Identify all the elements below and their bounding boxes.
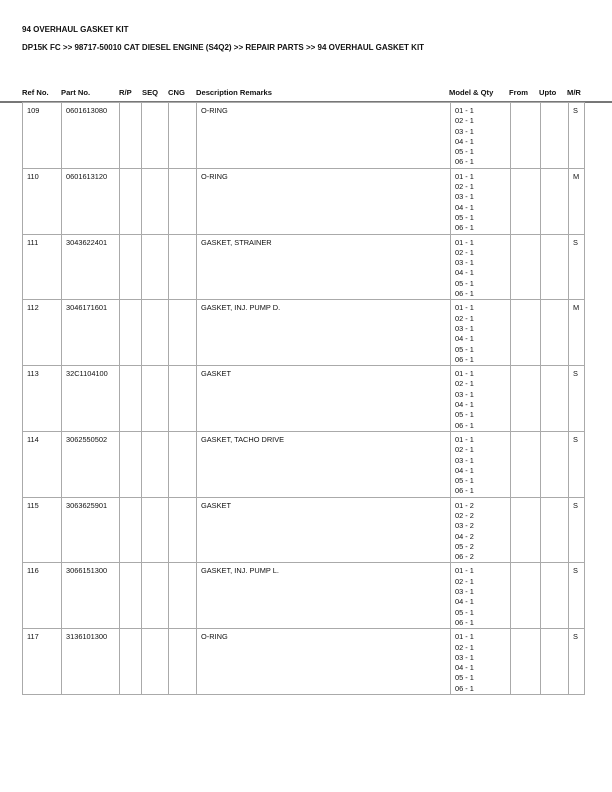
model-qty-line: 02 - 1: [455, 445, 474, 455]
from-cell: [511, 103, 541, 169]
model-qty-line: 01 - 1: [455, 434, 474, 444]
model-qty-line: 02 - 1: [455, 182, 474, 192]
model-qty-line: 04 - 1: [455, 268, 474, 278]
ref-no: 113: [23, 366, 62, 432]
col-header-seq: SEQ: [142, 88, 159, 97]
mr-cell: S: [569, 234, 585, 300]
cng-cell: [169, 431, 197, 497]
description: O-RING: [197, 629, 451, 695]
model-qty-line: 03 - 1: [455, 652, 474, 662]
model-qty-line: 05 - 1: [455, 476, 474, 486]
from-cell: [511, 234, 541, 300]
description: GASKET: [197, 497, 451, 563]
from-cell: [511, 300, 541, 366]
table-row: [23, 497, 585, 563]
model-qty-line: 06 - 1: [455, 289, 474, 299]
seq-cell: [142, 629, 169, 695]
model-qty-line: 02 - 1: [455, 116, 474, 126]
col-header-mr: M/R: [567, 88, 581, 97]
model-qty-line: 05 - 1: [455, 410, 474, 420]
model-qty: [451, 431, 511, 497]
model-qty-line: 06 - 1: [455, 420, 474, 430]
from-cell: [511, 629, 541, 695]
model-qty-line: 06 - 1: [455, 683, 474, 693]
model-qty-line: 06 - 1: [455, 617, 474, 627]
description: O-RING: [197, 168, 451, 234]
rp-cell: [120, 629, 142, 695]
model-qty: [451, 168, 511, 234]
model-qty: [451, 234, 511, 300]
ref-no: 111: [23, 234, 62, 300]
mr-cell: S: [569, 497, 585, 563]
seq-cell: [142, 234, 169, 300]
model-qty-line: 03 - 1: [455, 126, 474, 136]
seq-cell: [142, 103, 169, 169]
from-cell: [511, 431, 541, 497]
model-qty: [451, 366, 511, 432]
model-qty-line: 04 - 2: [455, 531, 474, 541]
model-qty: [451, 497, 511, 563]
table-row: [23, 629, 585, 695]
model-qty-line: 03 - 1: [455, 455, 474, 465]
model-qty-line: 05 - 1: [455, 673, 474, 683]
model-qty-line: 05 - 1: [455, 607, 474, 617]
upto-cell: [541, 629, 569, 695]
description: GASKET: [197, 366, 451, 432]
rp-cell: [120, 366, 142, 432]
model-qty: [451, 563, 511, 629]
model-qty-line: 01 - 1: [455, 566, 474, 576]
upto-cell: [541, 168, 569, 234]
rp-cell: [120, 497, 142, 563]
seq-cell: [142, 563, 169, 629]
page-title: 94 OVERHAUL GASKET KIT: [22, 25, 129, 34]
upto-cell: [541, 103, 569, 169]
col-header-desc: Description Remarks: [196, 88, 272, 97]
part-no: 3066151300: [62, 563, 120, 629]
upto-cell: [541, 497, 569, 563]
ref-no: 112: [23, 300, 62, 366]
model-qty-line: 01 - 1: [455, 632, 474, 642]
ref-no: 115: [23, 497, 62, 563]
model-qty-line: 03 - 1: [455, 587, 474, 597]
rp-cell: [120, 431, 142, 497]
part-no: 3046171601: [62, 300, 120, 366]
col-header-model-qty: Model & Qty: [449, 88, 494, 97]
model-qty-line: 04 - 1: [455, 465, 474, 475]
model-qty-line: 01 - 1: [455, 303, 474, 313]
col-header-ref: Ref No.: [22, 88, 49, 97]
ref-no: 117: [23, 629, 62, 695]
mr-cell: M: [569, 300, 585, 366]
table-row: [23, 103, 585, 169]
model-qty-line: 06 - 2: [455, 552, 474, 562]
model-qty-line: 03 - 1: [455, 258, 474, 268]
col-header-part: Part No.: [61, 88, 91, 97]
cng-cell: [169, 103, 197, 169]
from-cell: [511, 497, 541, 563]
model-qty-line: 02 - 2: [455, 510, 474, 520]
seq-cell: [142, 366, 169, 432]
upto-cell: [541, 563, 569, 629]
model-qty-line: 02 - 1: [455, 379, 474, 389]
rp-cell: [120, 168, 142, 234]
breadcrumb: DP15K FC >> 98717-50010 CAT DIESEL ENGINE (S4Q2) >> REPAIR PARTS >> 94 OVERHAUL GASKET KIT: [22, 43, 425, 52]
model-qty-line: 04 - 1: [455, 597, 474, 607]
upto-cell: [541, 300, 569, 366]
model-qty-line: 05 - 2: [455, 541, 474, 551]
table-row: [23, 234, 585, 300]
seq-cell: [142, 300, 169, 366]
table-row: [23, 366, 585, 432]
part-no: 3063625901: [62, 497, 120, 563]
model-qty-line: 04 - 1: [455, 202, 474, 212]
part-no: 0601613120: [62, 168, 120, 234]
model-qty-line: 06 - 1: [455, 157, 474, 167]
part-no: 0601613080: [62, 103, 120, 169]
rp-cell: [120, 563, 142, 629]
description: GASKET, TACHO DRIVE: [197, 431, 451, 497]
mr-cell: S: [569, 563, 585, 629]
col-header-upto: Upto: [539, 88, 557, 97]
model-qty-line: 02 - 1: [455, 642, 474, 652]
cng-cell: [169, 234, 197, 300]
part-no: 3062550502: [62, 431, 120, 497]
model-qty-line: 03 - 1: [455, 192, 474, 202]
table-row: [23, 300, 585, 366]
model-qty-line: 04 - 1: [455, 663, 474, 673]
part-no: 3136101300: [62, 629, 120, 695]
table-row: [23, 168, 585, 234]
model-qty: [451, 629, 511, 695]
table-row: [23, 431, 585, 497]
model-qty-line: 02 - 1: [455, 247, 474, 257]
mr-cell: S: [569, 366, 585, 432]
parts-table: [22, 102, 585, 695]
model-qty-line: 03 - 1: [455, 389, 474, 399]
upto-cell: [541, 366, 569, 432]
model-qty-line: 03 - 1: [455, 323, 474, 333]
cng-cell: [169, 563, 197, 629]
upto-cell: [541, 234, 569, 300]
model-qty-line: 05 - 1: [455, 344, 474, 354]
model-qty-line: 03 - 2: [455, 521, 474, 531]
model-qty-line: 04 - 1: [455, 136, 474, 146]
table-row: [23, 563, 585, 629]
model-qty-line: 01 - 1: [455, 106, 474, 115]
col-header-cng: CNG: [168, 88, 185, 97]
ref-no: 114: [23, 431, 62, 497]
from-cell: [511, 168, 541, 234]
model-qty-line: 01 - 1: [455, 171, 474, 181]
model-qty-line: 01 - 1: [455, 369, 474, 379]
seq-cell: [142, 497, 169, 563]
model-qty-line: 06 - 1: [455, 223, 474, 233]
model-qty-line: 01 - 2: [455, 500, 474, 510]
part-no: 3043622401: [62, 234, 120, 300]
rp-cell: [120, 234, 142, 300]
part-no: 32C1104100: [62, 366, 120, 432]
model-qty-line: 05 - 1: [455, 147, 474, 157]
seq-cell: [142, 431, 169, 497]
model-qty-line: 04 - 1: [455, 400, 474, 410]
cng-cell: [169, 168, 197, 234]
cng-cell: [169, 497, 197, 563]
model-qty-line: 05 - 1: [455, 278, 474, 288]
col-header-from: From: [509, 88, 528, 97]
model-qty: [451, 103, 511, 169]
col-header-rp: R/P: [119, 88, 132, 97]
description: GASKET, INJ. PUMP L.: [197, 563, 451, 629]
upto-cell: [541, 431, 569, 497]
ref-no: 110: [23, 168, 62, 234]
model-qty-line: 02 - 1: [455, 576, 474, 586]
rp-cell: [120, 103, 142, 169]
model-qty-line: 06 - 1: [455, 354, 474, 364]
mr-cell: S: [569, 629, 585, 695]
description: GASKET, INJ. PUMP D.: [197, 300, 451, 366]
ref-no: 116: [23, 563, 62, 629]
cng-cell: [169, 629, 197, 695]
model-qty: [451, 300, 511, 366]
seq-cell: [142, 168, 169, 234]
description: GASKET, STRAINER: [197, 234, 451, 300]
model-qty-line: 02 - 1: [455, 313, 474, 323]
cng-cell: [169, 366, 197, 432]
mr-cell: S: [569, 431, 585, 497]
model-qty-line: 04 - 1: [455, 334, 474, 344]
model-qty-line: 06 - 1: [455, 486, 474, 496]
model-qty-line: 01 - 1: [455, 237, 474, 247]
mr-cell: M: [569, 168, 585, 234]
model-qty-line: 05 - 1: [455, 212, 474, 222]
from-cell: [511, 563, 541, 629]
rp-cell: [120, 300, 142, 366]
ref-no: 109: [23, 103, 62, 169]
cng-cell: [169, 300, 197, 366]
description: O-RING: [197, 103, 451, 169]
from-cell: [511, 366, 541, 432]
mr-cell: S: [569, 103, 585, 169]
